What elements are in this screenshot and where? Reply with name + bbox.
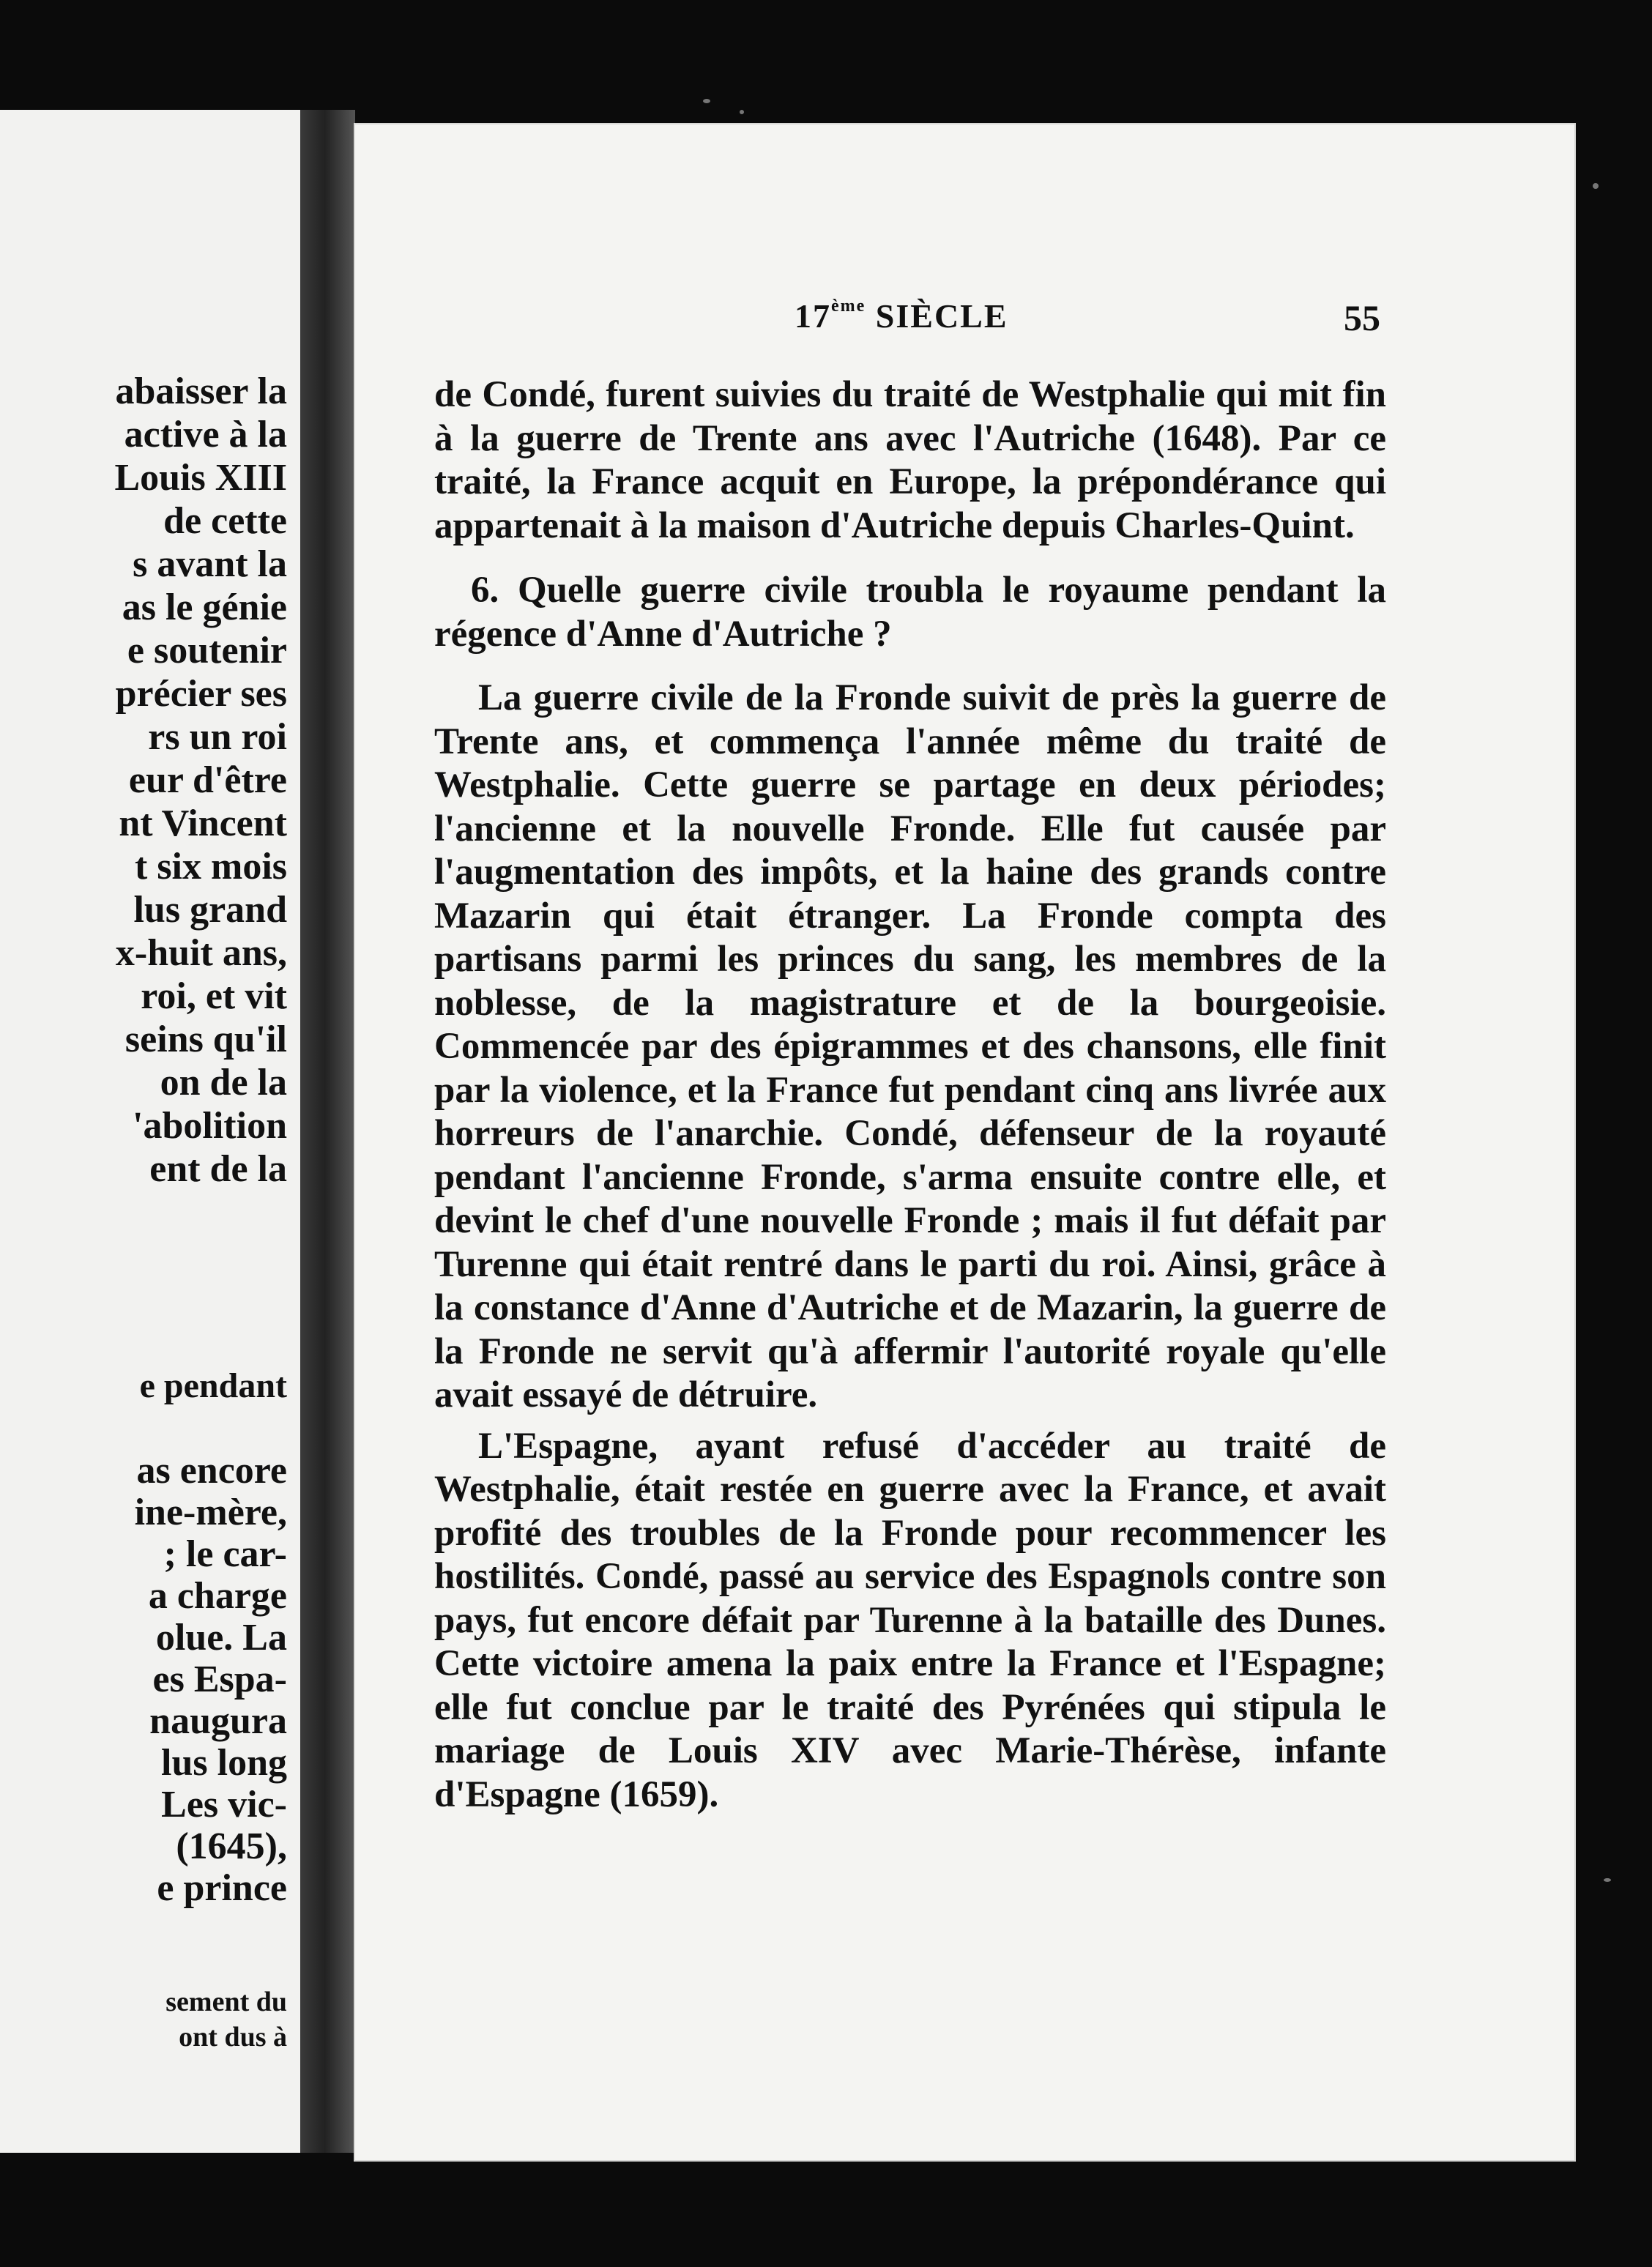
previous-page-text (1, 370, 287, 1191)
text-line: précier ses (115, 673, 287, 715)
century-word: SIÈCLE (875, 297, 1008, 335)
scan-speck (1604, 1878, 1611, 1882)
paragraph-continuation: de Condé, furent suivies du traité de Westphalie qui mit fin à la guerre de Trente ans avec l'Autriche (1648). Par ce traité, la France acquit en Europe, la prépondérance qui appartenait à la maison d'Autriche depuis Charles-Quint. (434, 374, 1386, 546)
footnote-line: sement du (165, 1987, 287, 2017)
text-line: ent de la (149, 1148, 287, 1190)
previous-page-text-lower (1, 1450, 287, 1909)
text-line: Les vic- (161, 1784, 287, 1825)
text-line: Louis XIII (114, 457, 287, 499)
answer-paragraph: La guerre civile de la Fronde suivit de près la guerre de Trente ans, et commença l'année même du traité de Westphalie. Cette guerre se partage en deux périodes; l'ancienne et la nouvelle Fronde. Elle fut causée par l'augmentation des impôts, et la haine des grands contre Mazarin qui était étranger. La Fronde compta des partisans parmi les princes du sang, les membres de la noblesse, de la magistrature et de la bourgeoisie. Commencée par des épigrammes et des chansons, elle finit par la violence, et la France fut pendant cinq ans livrée aux horreurs de l'anarchie. Condé, défenseur de la royauté pendant l'ancienne Fronde, s'arma ensuite contre elle, et devint le chef d'une nouvelle Fronde ; mais il fut défait par Turenne qui était rentré dans le parti du roi. Ainsi, grâce à la constance d'Anne d'Autriche et de Mazarin, la guerre de la Fronde ne servit qu'à affermir l'autorité royale qu'elle avait essayé de détruire. (434, 677, 1386, 1415)
text-line: es Espa- (152, 1659, 287, 1700)
text-line: nt Vincent (119, 803, 287, 844)
text-line: lus long (161, 1742, 287, 1784)
previous-page-fragment (0, 110, 302, 2153)
text-line: de cette (163, 500, 287, 542)
text-line: as encore (136, 1450, 287, 1492)
text-line: seins qu'il (124, 1019, 287, 1060)
text-line: rs un roi (148, 716, 287, 758)
text-line: naugura (149, 1700, 287, 1742)
footnote-line: ont dus à (179, 2022, 287, 2052)
text-line: e prince (157, 1867, 287, 1909)
text-line: as le génie (122, 587, 287, 628)
text-line: roi, et vit (141, 975, 287, 1017)
text-line: a charge (148, 1575, 287, 1617)
running-header (355, 297, 1574, 348)
text-line: t six mois (135, 846, 287, 887)
book-gutter (300, 110, 355, 2153)
scan-speck (703, 99, 710, 103)
previous-page-heading: e pendant (139, 1366, 287, 1405)
question-text: Quelle guerre civile troubla le royaume pendant la régence d'Anne d'Autriche ? (434, 570, 1386, 655)
question-heading (434, 568, 1386, 656)
text-line: (1645), (176, 1825, 287, 1867)
text-line: on de la (160, 1062, 287, 1103)
century-number: 17 (795, 297, 831, 335)
question-number: 6. (471, 570, 499, 611)
text-line: s avant la (133, 543, 287, 585)
text-line: active à la (124, 414, 287, 455)
text-line: ine-mère, (134, 1492, 287, 1533)
text-line: abaisser la (115, 371, 287, 412)
century-title (795, 297, 1008, 335)
text-line: 'abolition (133, 1105, 287, 1147)
text-line: e soutenir (127, 630, 287, 671)
scan-speck (740, 110, 744, 114)
text-line: x-huit ans, (115, 932, 287, 974)
century-superscript: ème (831, 297, 866, 316)
text-line: lus grand (133, 889, 287, 931)
page-body (434, 373, 1386, 1817)
scan-speck (1593, 183, 1599, 189)
text-line: olue. La (155, 1617, 287, 1659)
text-line: eur d'être (128, 759, 287, 801)
text-line: ; le car- (163, 1533, 287, 1575)
page-number: 55 (1344, 297, 1380, 338)
answer-paragraph: L'Espagne, ayant refusé d'accéder au traité de Westphalie, était restée en guerre avec la France, et avait profité des troubles de la Fronde pour recommencer les hostilités. Condé, passé au service des Espagnols contre son pays, fut encore défait par Turenne à la bataille des Dunes. Cette victoire amena la paix entre la France et l'Espagne; elle fut conclue par le traité des Pyrénées qui stipula le mariage de Louis XIV avec Marie-Thérèse, infante d'Espagne (1659). (434, 1425, 1386, 1815)
previous-page-footnote (165, 1984, 287, 2055)
book-page (355, 124, 1574, 2160)
